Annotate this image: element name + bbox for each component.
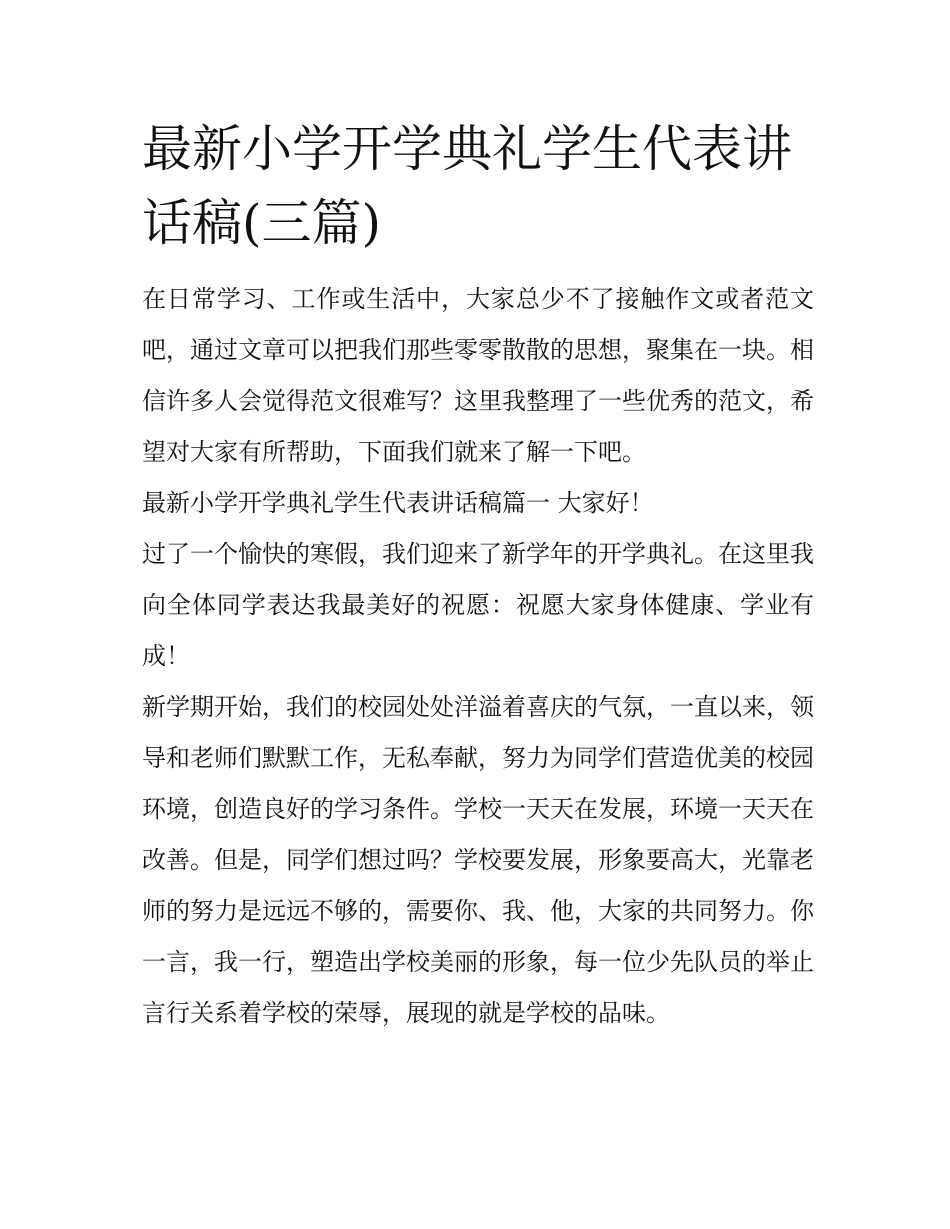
paragraph-intro: 在日常学习、工作或生活中，大家总少不了接触作文或者范文吧，通过文章可以把我们那些零零散散的思想，聚集在一块。相信许多人会觉得范文很难写？这里我整理了一些优秀的范文，希望对大家有所帮助，下面我们就来了解一下吧。 [142, 285, 814, 466]
document-page [142, 112, 814, 1039]
paragraph-main: 新学期开始，我们的校园处处洋溢着喜庆的气氛，一直以来，领导和老师们默默工作，无私奉献，努力为同学们营造优美的校园环境，创造良好的学习条件。学校一天天在发展，环境一天天在改善。但是，同学们想过吗？学校要发展，形象要高大，光靠老师的努力是远远不够的，需要你、我、他，大家的共同努力。你一言，我一行，塑造出学校美丽的形象，每一位少先队员的举止言行关系着学校的荣辱，展现的就是学校的品味。 [142, 693, 814, 1027]
paragraph-greeting: 过了一个愉快的寒假，我们迎来了新学年的开学典礼。在这里我向全体同学表达我最美好的祝愿：祝愿大家身体健康、学业有成！ [142, 540, 814, 670]
document-body [142, 274, 814, 1039]
document-title: 最新小学开学典礼学生代表讲话稿(三篇) [142, 120, 792, 252]
paragraph-section-heading: 最新小学开学典礼学生代表讲话稿篇一 大家好！ [142, 489, 654, 517]
